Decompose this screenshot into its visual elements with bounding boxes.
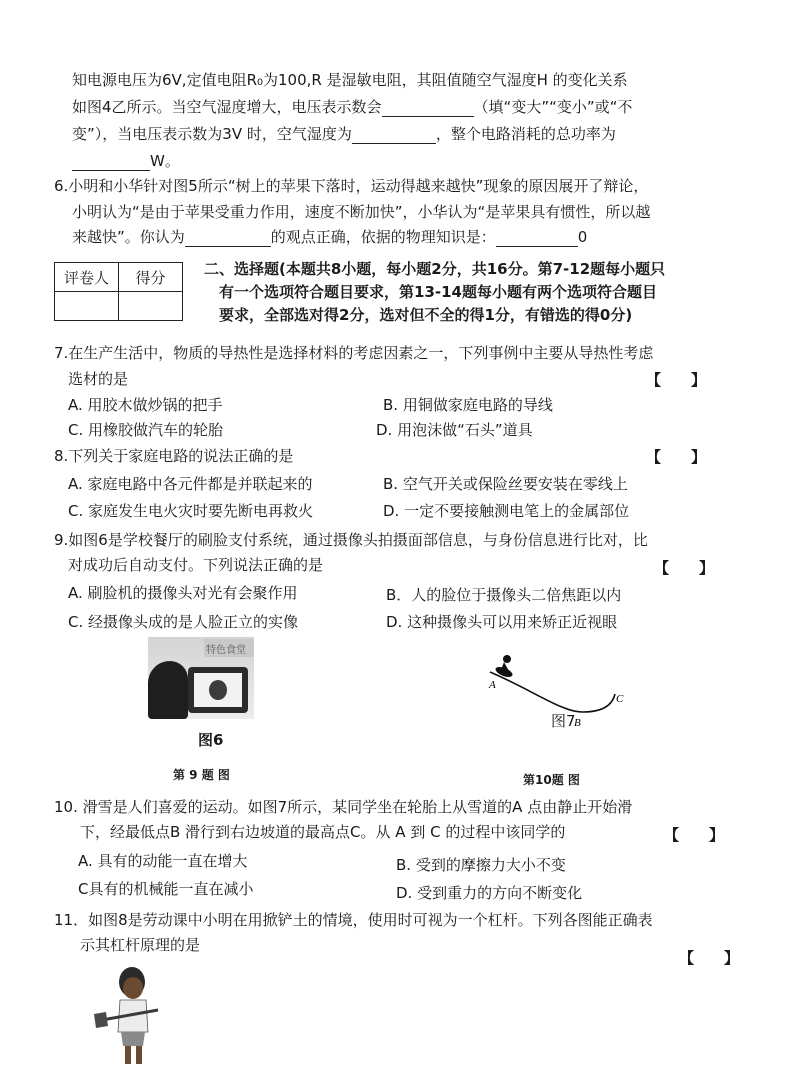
q7-option-a: A. 用胶木做炒锅的把手 [68,396,223,414]
figure-7-label: 图7 [551,712,576,730]
score-table [54,262,183,321]
q6-line-1: 6.小明和小华针对图5所示“树上的苹果下落时，运动得越来越快”现象的原因展开了辩论， [54,177,649,195]
q10-stem-1: 10. 滑雪是人们喜爱的运动。如图7所示，某同学坐在轮胎上从雪道的A 点由静止开始滑 [54,798,633,816]
sign-text: 特色食堂 [206,645,246,656]
point-c-label: C [616,693,624,705]
q7-stem-2: 选材的是 [68,370,129,388]
section2-line-3: 要求，全部选对得2分，选对但不全的得1分，有错选的得0分) [219,306,633,324]
q5-line-3: 变”），当电压表示数为3V 时，空气湿度为 ，整个电路消耗的总功率为 [72,125,616,143]
q7-option-d: D. 用泡沫做“石头”道具 [376,421,533,439]
grader-cell[interactable] [55,292,119,321]
boy-left-leg [125,1046,131,1064]
q10-option-a: A. 具有的动能一直在增大 [78,852,248,870]
person-head [148,661,188,719]
answer-blank [382,100,474,117]
q10-option-c: C具有的机械能一直在减小 [78,880,254,898]
grader-header: 评卷人 [55,263,119,292]
q6-line-3: 来越快”。你认为 的观点正确，依据的物理知识是： 0 [72,228,588,246]
q8-stem: 8.下列关于家庭电路的说法正确的是 [54,447,294,465]
shovel-blade [94,1012,108,1028]
q8-option-a: A. 家庭电路中各元件都是并联起来的 [68,475,313,493]
score-cell[interactable] [119,292,183,321]
slope-curve [490,672,615,712]
q7-answer-bracket: 【 】 [646,371,707,389]
face-payment-photo [148,637,254,719]
q5-line-4: W。 [72,151,180,171]
q5-line-1: 知电源电压为6V,定值电阻R₀为100,R 是湿敏电阻，其阻值随空气湿度H 的变化关系 [72,71,628,89]
q9-answer-bracket: 【 】 [654,559,715,577]
q9-stem-1: 9.如图6是学校餐厅的刷脸支付系统，通过摄像头拍摄面部信息，与身份信息进行比对，比 [54,531,648,549]
q5-line-2: 如图4乙所示。当空气湿度增大，电压表示数会 （填“变大”“变小”或“不 [72,98,633,116]
q11-answer-bracket: 【 】 [679,949,740,967]
answer-blank [185,230,271,247]
q8-answer-bracket: 【 】 [646,448,707,466]
q7-stem-1: 7.在生产生活中，物质的导热性是选择材料的考虑因素之一，下列事例中主要从导热性考虑 [54,344,654,362]
q11-stem-1: 11．如图8是劳动课中小明在用掀铲土的情境，使用时可视为一个杠杆。下列各图能正确表 [54,911,653,929]
figure-6-label: 图6 [198,731,224,749]
q8-option-c: C. 家庭发生电火灾时要先断电再救火 [68,502,314,520]
point-a-label: A [489,679,496,691]
answer-blank [496,230,578,247]
figure-10-caption: 第10题 图 [523,773,580,787]
q7-option-c: C. 用橡胶做汽车的轮胎 [68,421,224,439]
q8-option-b: B. 空气开关或保险丝要安装在零线上 [383,475,628,493]
figure-9-caption: 第 9 题 图 [173,768,230,782]
q6-line-2: 小明认为“是由于苹果受重力作用，速度不断加快”，小华认为“是苹果具有惯性，所以越 [72,203,651,221]
q8-option-d: D. 一定不要接触测电笔上的金属部位 [383,502,630,520]
q9-option-a: A. 刷脸机的摄像头对光有会聚作用 [68,584,298,602]
q10-option-b: B. 受到的摩擦力大小不变 [396,856,566,874]
answer-blank [352,127,436,144]
boy-face [123,977,143,999]
q10-option-d: D. 受到重力的方向不断变化 [396,884,583,902]
boy-shoveling-figure [92,962,162,1074]
q10-stem-2: 下，经最低点B 滑行到右边坡道的最高点C。从 A 到 C 的过程中该同学的 [80,823,566,841]
q10-answer-bracket: 【 】 [664,826,725,844]
section2-line-2: 有一个选项符合题目要求，第13-14题每小题有两个选项符合题目 [219,283,657,301]
q9-option-d: D. 这种摄像头可以用来矫正近视眼 [386,613,618,631]
section2-line-1: 二、选择题(本题共8小题，每小题2分，共16分。第7-12题每小题只 [204,260,666,278]
q9-stem-2: 对成功后自动支付。下列说法正确的是 [68,556,324,574]
skier-head [503,655,511,663]
answer-blank [72,154,150,171]
face-on-screen [209,680,227,700]
q11-stem-2: 示其杠杆原理的是 [80,936,201,954]
boy-right-leg [136,1046,142,1064]
q7-option-b: B. 用铜做家庭电路的导线 [383,396,553,414]
point-b-label: B [574,717,581,729]
q9-option-b: B．人的脸位于摄像头二倍焦距以内 [386,586,622,604]
score-header: 得分 [119,263,183,292]
q9-option-c: C. 经摄像头成的是人脸正立的实像 [68,613,299,631]
boy-shorts [121,1032,145,1046]
